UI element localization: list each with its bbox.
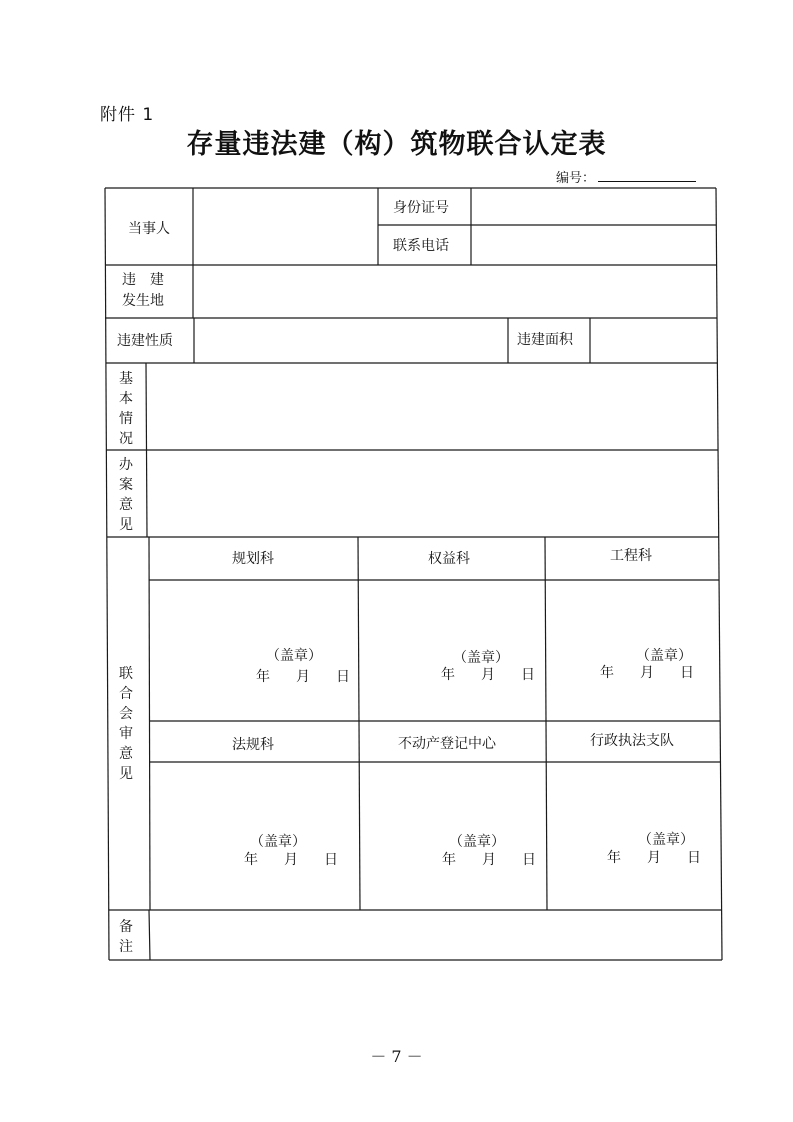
- dept-realty-header: 不动产登记中心: [398, 736, 496, 752]
- case-opinion-label: 办案意见: [119, 457, 133, 533]
- remarks-label: 备注: [119, 919, 133, 955]
- joint-review-label: 联合会审意见: [119, 666, 133, 782]
- rights-month: 月: [481, 667, 495, 683]
- planning-day: 日: [336, 669, 350, 685]
- basic-situation-label: 基本情况: [119, 371, 133, 447]
- location-label-line2: 发生地: [122, 293, 164, 309]
- area-label: 违建面积: [517, 332, 573, 348]
- serial-label: 编号：: [556, 171, 596, 186]
- realty-stamp: （盖章）: [449, 834, 505, 850]
- location-field[interactable]: [195, 267, 715, 316]
- engineering-year: 年: [600, 665, 614, 681]
- dept-legal-header: 法规科: [232, 737, 274, 753]
- party-label: 当事人: [128, 221, 170, 237]
- id-number-field[interactable]: [473, 190, 714, 223]
- remarks-field[interactable]: [152, 912, 720, 958]
- dept-enforcement-header: 行政执法支队: [590, 733, 674, 749]
- party-field[interactable]: [195, 190, 376, 263]
- enforcement-year: 年: [607, 850, 621, 866]
- planning-year: 年: [256, 669, 270, 685]
- phone-field[interactable]: [473, 227, 714, 263]
- legal-month: 月: [284, 852, 298, 868]
- case-opinion-field[interactable]: [149, 452, 717, 535]
- legal-year: 年: [244, 852, 258, 868]
- dept-engineering-header: 工程科: [610, 548, 652, 564]
- page-number: － 7 －: [370, 1047, 423, 1066]
- nature-field[interactable]: [196, 320, 506, 361]
- legal-stamp: （盖章）: [250, 834, 306, 850]
- id-number-label: 身份证号: [393, 200, 449, 216]
- enforcement-day: 日: [687, 850, 701, 866]
- legal-day: 日: [324, 852, 338, 868]
- realty-day: 日: [522, 852, 536, 868]
- enforcement-month: 月: [647, 850, 661, 866]
- dept-planning-header: 规划科: [232, 551, 274, 567]
- enforcement-stamp: （盖章）: [638, 832, 694, 848]
- nature-label: 违建性质: [117, 333, 173, 349]
- rights-year: 年: [441, 667, 455, 683]
- phone-label: 联系电话: [393, 238, 449, 254]
- basic-situation-field[interactable]: [149, 365, 716, 448]
- rights-stamp: （盖章）: [453, 650, 509, 666]
- realty-year: 年: [442, 852, 456, 868]
- realty-month: 月: [482, 852, 496, 868]
- rights-day: 日: [521, 667, 535, 683]
- attachment-label: 附件 1: [100, 105, 155, 125]
- engineering-month: 月: [640, 665, 654, 681]
- engineering-day: 日: [680, 665, 694, 681]
- planning-stamp: （盖章）: [266, 648, 322, 664]
- dept-rights-header: 权益科: [428, 551, 470, 567]
- planning-month: 月: [296, 669, 310, 685]
- location-label-line1: 违 建: [122, 272, 164, 288]
- area-field[interactable]: [592, 320, 715, 361]
- engineering-stamp: （盖章）: [636, 648, 692, 664]
- form-title: 存量违法建（构）筑物联合认定表: [186, 129, 607, 160]
